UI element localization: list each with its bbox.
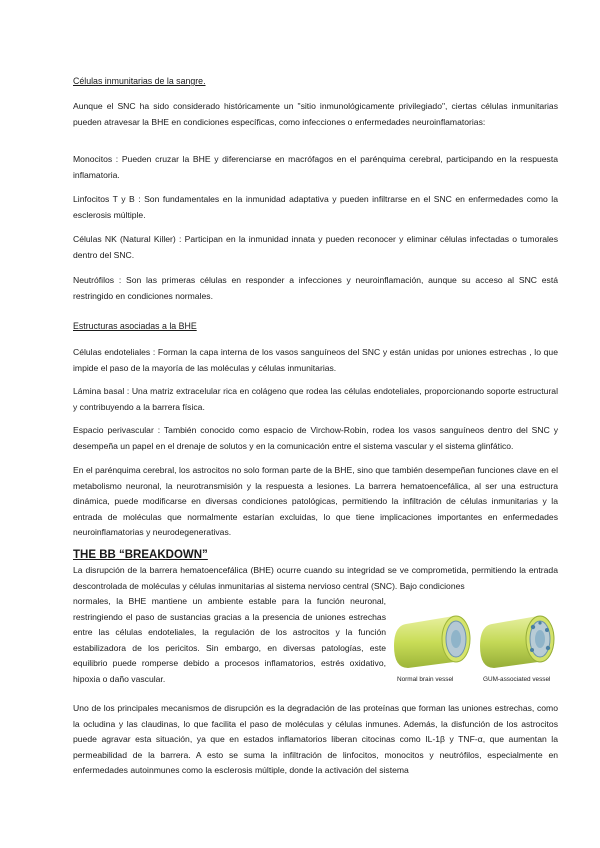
breakdown-paragraph-1-wrapped: normales, la BHE mantiene un ambiente estable para la función neuronal, restringiendo el paso de sustancias gracias a la presencia de uniones estrechas entre las células endoteliales, la regulación de los astrocitos y la función estabilizadora de los pericitos. Sin embargo, en diversas patologías, este equilibrio puede romperse debido a procesos inflamatorios, estrés oxidativo, hipoxia o daño vascular.	[73, 596, 386, 684]
section-heading-immune-cells: Células inmunitarias de la sangre.	[73, 76, 206, 86]
item-linfocitos: Linfocitos T y B : Son fundamentales en la inmunidad adaptativa y pueden infiltrarse en el SNC en enfermedades como la esclerosis múltiple.	[73, 194, 558, 220]
parenquima-paragraph: En el parénquima cerebral, los astrocitos no solo forman parte de la BHE, sino que también desempeñan funciones clave en el metabolismo neuronal, la neurotransmisión y la respuesta a lesiones. La barrera hematoencefálica, al ser una estructura dinámica, puede modificarse en diversas condiciones patológicas, permitiendo la infiltración de células inmunitarias y la entrada de moléculas que normalmente estarían excluidas, lo que tiene implicaciones importantes en enfermedades neuroinflamatorias y neurodegenerativas.	[73, 465, 558, 538]
item-monocitos: Monocitos : Pueden cruzar la BHE y diferenciarse en macrófagos en el parénquima cerebral, participando en la respuesta inflamatoria.	[73, 154, 558, 180]
item-celulas-endoteliales: Células endoteliales : Forman la capa interna de los vasos sanguíneos del SNC y están unidas por uniones estrechas , lo que impide el paso de la mayoría de las moléculas y células inmunitarias.	[73, 347, 558, 373]
caption-normal-vessel: Normal brain vessel	[397, 676, 454, 683]
item-celulas-nk: Células NK (Natural Killer) : Participan en la inmunidad innata y pueden reconocer y eliminar células infectadas o tumorales dentro del SNC.	[73, 234, 558, 260]
item-espacio-perivascular: Espacio perivascular : También conocido como espacio de Virchow-Robin, rodea los vasos sanguíneos dentro del SNC y desempeña un papel en el drenaje de solutos y en la comunicación entre el sistema vascular y el sistema glinfático.	[73, 425, 558, 451]
vessel-figure	[392, 606, 562, 691]
section-heading-structures: Estructuras asociadas a la BHE	[73, 321, 197, 331]
item-neutrofilos: Neutrófilos : Son las primeras células en responder a infecciones y neuroinflamación, aunque su acceso al SNC está restringido en condiciones normales.	[73, 275, 558, 301]
intro-paragraph: Aunque el SNC ha sido considerado históricamente un "sitio inmunológicamente privilegiado", ciertas células inmunitarias pueden atravesar la BHE en condiciones específicas, como infecciones o enfermedades neuroinflamatorias:	[73, 101, 558, 127]
breakdown-paragraph-1-full: La disrupción de la barrera hematoencefálica (BHE) ocurre cuando su integridad se ve comprometida, permitiendo la entrada descontrolada de moléculas y células inmunitarias al sistema nervioso central (SNC). Bajo condiciones	[73, 565, 558, 591]
gum-associated-vessel	[480, 616, 554, 668]
breakdown-paragraph-2: Uno de los principales mecanismos de disrupción es la degradación de las proteínas que forman las uniones estrechas, como la ocludina y las claudinas, lo que facilita el paso de moléculas y células inmunes. Además, la disfunción de los astrocitos puede agravar esta situación, ya que en estados inflamatorios liberan citocinas como IL-1β y TNF-α, que aumentan la permeabilidad de la barrera. A esto se suma la infiltración de linfocitos, monocitos y neutrófilos, especialmente en enfermedades autoinmunes como la esclerosis múltiple, donde la activación del sistema	[73, 703, 558, 776]
item-lamina-basal: Lámina basal : Una matriz extracelular rica en colágeno que rodea las células endoteliales, proporcionando soporte estructural y contribuyendo a la barrera física.	[73, 386, 558, 412]
normal-vessel	[394, 616, 470, 668]
caption-gum-vessel: GUM-associated vessel	[483, 676, 551, 683]
section-heading-breakdown: THE BB “BREAKDOWN”	[73, 549, 208, 561]
